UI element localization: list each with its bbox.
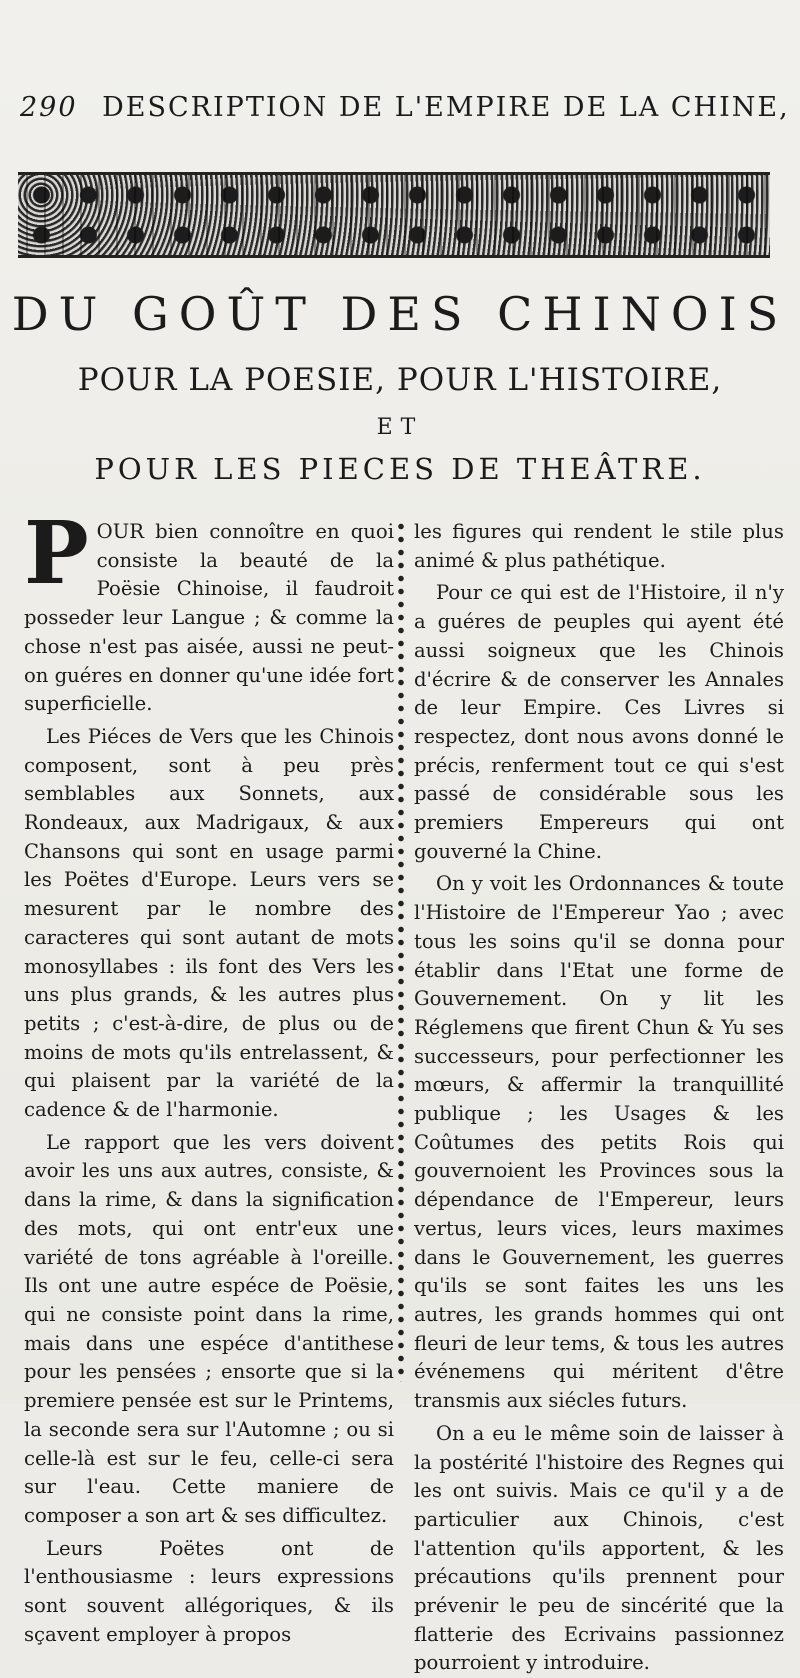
page-number: 290 xyxy=(20,92,78,123)
right-column xyxy=(414,518,784,1678)
drop-cap: P xyxy=(24,503,89,604)
left-column xyxy=(24,503,394,1649)
paragraph: On a eu le même soin de laisser à la postérité l'histoire des Regnes qui les ont suivis. Mais ce qu'il y a de particulier aux Chinois, c'est l'attention qu'ils apportent, & les précautions qu'ils prennent pour prévenir le peu de sincérité que la flatterie des Ecrivains passionnez pourroient y introduire. xyxy=(414,1421,784,1675)
paragraph: Le rapport que les vers doivent avoir les uns aux autres, consiste, & dans la rime, & dans la signification des mots, qui ont entr'eux une variété de tons agréable à l'oreille. Ils ont une autre espéce de Poësie, qui ne consiste point dans la rime, mais dans une espéce d'antithese pour les pensées ; ensorte que si la premiere pensée est sur le Printems, la seconde sera sur l'Automne ; ou si celle-là est sur le feu, celle-ci sera sur l'eau. Cette maniere de composer a son art & ses difficultez. xyxy=(24,1130,394,1527)
chapter-subtitle-3: POUR LES PIECES DE THEÂTRE. xyxy=(94,452,706,486)
paragraph: Pour ce qui est de l'Histoire, il n'y a guéres de peuples qui ayent été aussi soigneux que les Chinois d'écrire & de conserver les Annales de leur Empire. Ces Livres si respectez, dont nous avons donné le précis, renferment tout ce qui s'est passé de considérable sous les premiers Empereurs qui ont gouverné la Chine. xyxy=(414,581,784,863)
paragraph: Leurs Poëtes ont de l'enthousiasme : leurs expressions sont souvent allégoriques, & ils sçavent employer à propos xyxy=(24,1536,394,1646)
running-head xyxy=(20,92,790,123)
paragraph-text: OUR bien connoître en quoi consiste la beauté de la Poësie Chinoise, il faudroit posseder leur Langue ; & comme la chose n'est pas aisée, aussi ne peut-on guéres en donner qu'une idée fort superficielle. xyxy=(24,520,394,716)
paragraph: les figures qui rendent le stile plus animé & plus pathétique. xyxy=(414,520,784,572)
chapter-title: DU GOÛT DES CHINOIS xyxy=(11,287,789,341)
running-title: DESCRIPTION DE L'EMPIRE DE LA CHINE, xyxy=(102,92,790,123)
paragraph: On y voit les Ordonnances & toute l'Histoire de l'Empereur Yao ; avec tous les soins qu'il se donna pour établir dans l'Etat une forme de Gouvernement. On y lit les Réglemens que firent Chun & Yu ses successeurs, pour perfectionner les mœurs, & affermir la tranquillité publique ; les Usages & les Coûtumes des petits Rois qui gouvernoient les Provinces sous la dépendance de l'Empereur, leurs vertus, leurs vices, leurs maximes dans le Gouvernement, les guerres qu'ils se sont faites les uns les autres, les grands hommes qui ont fleuri de leur tems, & tous les autres événemens qui méritent d'être transmis aux siécles futurs. xyxy=(414,872,784,1413)
column-divider xyxy=(394,520,408,1382)
ornamental-band xyxy=(18,172,770,258)
chapter-subtitle-1: POUR LA POESIE, POUR L'HISTOIRE, xyxy=(77,362,723,398)
paragraph: Les Piéces de Vers que les Chinois composent, sont à peu près semblables aux Sonnets, aux Rondeaux, aux Madrigaux, & aux Chansons qui sont en usage parmi les Poëtes d'Europe. Leurs vers se mesurent par le nombre des caracteres qui sont autant de mots monosyllabes : ils font des Vers les uns plus grands, & les autres plus petits ; c'est-à-dire, de plus ou de moins de mots qu'ils entrelassent, & qui plaisent par la variété de la cadence & de l'harmonie. xyxy=(24,724,394,1122)
paragraph xyxy=(24,503,394,719)
chapter-subtitle-2: ET xyxy=(376,415,424,440)
